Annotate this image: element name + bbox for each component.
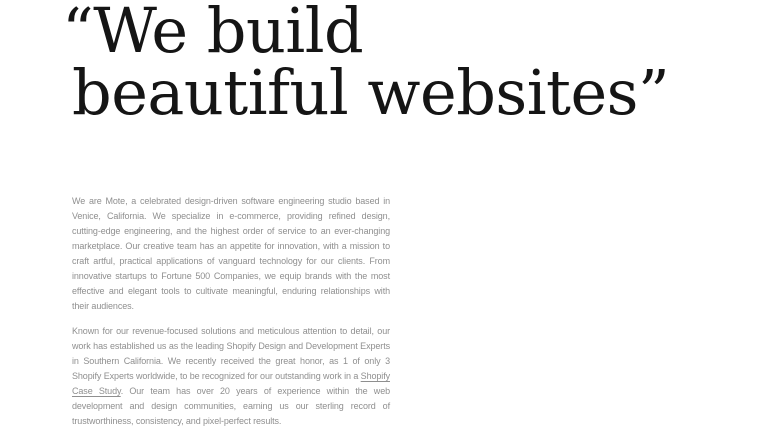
headline-line-2: beautiful websites bbox=[72, 56, 638, 129]
hero-quote-heading bbox=[62, 0, 720, 129]
about-paragraph-2-text-after: . Our team has over 20 years of experience within the web development and design communities, earning us our sterling record of trustworthiness, consistency, and pixel-perfect results. bbox=[72, 386, 391, 426]
open-quote-mark: “ bbox=[62, 0, 94, 67]
about-section bbox=[72, 194, 390, 429]
about-paragraph-2 bbox=[72, 324, 390, 429]
about-paragraph-2-text-before: Known for our revenue-focused solutions and meticulous attention to detail, our work has established us as the leading Shopify Design and Development Experts in Southern California. We recently received the great honor, as 1 of only 3 Shopify Experts worldwide, to be recognized for our outstanding work in a bbox=[72, 326, 390, 381]
shopify-case-study-link[interactable]: Shopify Case Study bbox=[72, 371, 390, 396]
about-paragraph-1: We are Mote, a celebrated design-driven software engineering studio based in Venice, California. We specialize in e-commerce, providing refined design, cutting-edge engineering, and the highest order of service to an ever-changing marketplace. Our creative team has an appetite for innovation, with a mission to craft artful, practical applications of vanguard technology for our clients. From innovative startups to Fortune 500 Companies, we equip brands with the most effective and elegant tools to cultivate meaningful, enduring relationships with their audiences. bbox=[72, 196, 390, 311]
headline-line-1: We build bbox=[93, 0, 364, 67]
close-quote-mark: ” bbox=[637, 56, 670, 129]
